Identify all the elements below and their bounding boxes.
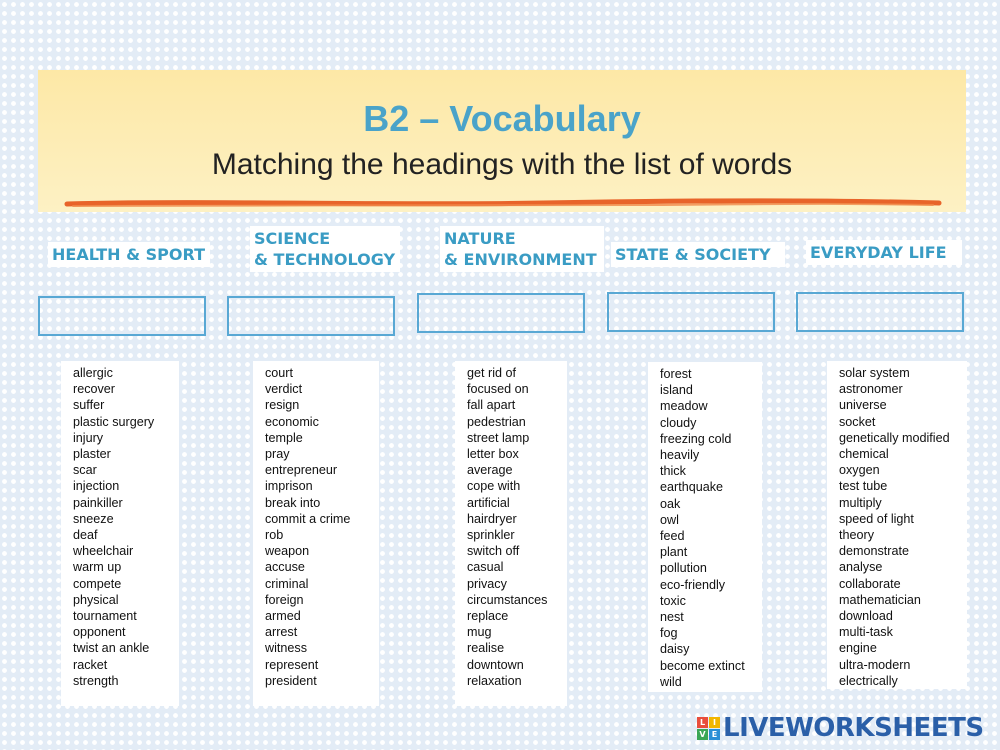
word-item: forest: [660, 367, 692, 381]
word-item: commit a crime: [265, 511, 351, 526]
answer-box-2[interactable]: [227, 296, 395, 336]
word-item: replace: [467, 609, 509, 624]
word-item: armed: [265, 609, 301, 624]
word-item: speed of light: [839, 511, 914, 526]
word-item: downtown: [467, 657, 524, 672]
word-item: street lamp: [467, 430, 530, 445]
word-item: switch off: [467, 544, 520, 559]
word-item: freezing cold: [660, 431, 732, 446]
word-item: injury: [73, 430, 104, 445]
logo-text: LIVEWORKSHEETS: [723, 713, 984, 743]
word-item: sprinkler: [467, 528, 515, 543]
word-item: witness: [265, 641, 307, 656]
word-item: fall apart: [467, 398, 516, 413]
word-item: realise: [467, 641, 505, 656]
word-list-5[interactable]: [827, 361, 967, 689]
word-item: sneeze: [73, 511, 114, 526]
word-item: ultra-modern: [839, 657, 911, 672]
word-item: pedestrian: [467, 414, 526, 429]
word-item: arrest: [265, 625, 298, 640]
word-item: painkiller: [73, 495, 123, 510]
word-item: nest: [660, 610, 684, 625]
word-list-3[interactable]: [455, 361, 567, 706]
word-item: deaf: [73, 528, 98, 543]
word-item: imprison: [265, 479, 313, 494]
word-item: recover: [73, 382, 115, 397]
word-item: focused on: [467, 382, 529, 397]
word-item: eco-friendly: [660, 577, 726, 592]
word-item: download: [839, 609, 893, 624]
word-item: multi-task: [839, 625, 893, 640]
word-item: president: [265, 673, 317, 688]
word-item: strength: [73, 673, 119, 688]
word-item: pray: [265, 447, 290, 462]
word-item: wild: [660, 674, 682, 689]
heading-health-sport: HEALTH & SPORT: [48, 242, 210, 267]
word-item: analyse: [839, 560, 883, 575]
word-item: privacy: [467, 576, 507, 591]
page-title: B2 – Vocabulary: [363, 98, 641, 139]
word-item: hairdryer: [467, 511, 517, 526]
word-item: solar system: [839, 366, 910, 380]
word-item: physical: [73, 592, 119, 607]
word-item: test tube: [839, 479, 888, 494]
word-item: casual: [467, 560, 504, 575]
word-item: relaxation: [467, 673, 522, 688]
word-item: cloudy: [660, 415, 697, 430]
answer-box-3[interactable]: [417, 293, 585, 333]
word-item: engine: [839, 641, 877, 656]
word-item: mug: [467, 625, 492, 640]
word-item: meadow: [660, 399, 708, 414]
word-item: astronomer: [839, 382, 903, 397]
word-list-2[interactable]: [253, 361, 379, 706]
word-item: wheelchair: [73, 544, 134, 559]
word-item: verdict: [265, 382, 303, 397]
word-item: economic: [265, 414, 319, 429]
word-item: represent: [265, 657, 319, 672]
logo-icon: L I V E: [697, 717, 720, 740]
word-item: mathematician: [839, 592, 921, 607]
answer-box-4[interactable]: [607, 292, 775, 332]
word-item: become extinct: [660, 658, 745, 673]
word-item: court: [265, 366, 293, 380]
heading-science-technology: SCIENCE & TECHNOLOGY: [250, 226, 400, 272]
word-item: opponent: [73, 625, 126, 640]
title-banner: [38, 70, 966, 212]
word-item: resign: [265, 398, 300, 413]
word-item: weapon: [265, 544, 310, 559]
word-item: demonstrate: [839, 544, 910, 559]
word-item: compete: [73, 576, 122, 591]
word-item: collaborate: [839, 576, 901, 591]
word-item: accuse: [265, 560, 305, 575]
word-list-4[interactable]: [648, 362, 762, 692]
word-item: universe: [839, 398, 887, 413]
word-item: break into: [265, 495, 321, 510]
word-item: get rid of: [467, 366, 517, 380]
word-item: tournament: [73, 609, 137, 624]
word-item: feed: [660, 529, 685, 544]
word-item: genetically modified: [839, 430, 950, 445]
liveworksheets-logo[interactable]: [697, 712, 984, 744]
word-item: allergic: [73, 366, 113, 380]
word-item: letter box: [467, 447, 519, 462]
heading-state-society: STATE & SOCIETY: [611, 242, 785, 267]
word-item: owl: [660, 512, 679, 527]
word-item: scar: [73, 463, 97, 478]
word-item: criminal: [265, 576, 309, 591]
word-item: foreign: [265, 592, 304, 607]
word-item: injection: [73, 479, 120, 494]
word-item: daisy: [660, 642, 690, 657]
word-item: rob: [265, 528, 284, 543]
heading-everyday-life: EVERYDAY LIFE: [806, 240, 962, 265]
word-item: twist an ankle: [73, 641, 150, 656]
answer-box-1[interactable]: [38, 296, 206, 336]
word-item: electrically: [839, 673, 898, 688]
page-subtitle: Matching the headings with the list of words: [211, 148, 793, 181]
word-item: socket: [839, 414, 876, 429]
word-item: plant: [660, 545, 688, 560]
word-item: plastic surgery: [73, 414, 155, 429]
word-list-1[interactable]: [61, 361, 179, 706]
word-item: warm up: [73, 560, 122, 575]
word-item: fog: [660, 626, 678, 641]
heading-nature-environment: NATURE & ENVIRONMENT: [440, 226, 604, 272]
word-item: multiply: [839, 495, 882, 510]
word-item: theory: [839, 528, 875, 543]
brush-underline: [63, 196, 943, 210]
word-item: earthquake: [660, 480, 724, 495]
answer-box-5[interactable]: [796, 292, 964, 332]
word-item: thick: [660, 464, 686, 479]
word-item: average: [467, 463, 513, 478]
word-item: plaster: [73, 447, 111, 462]
word-item: chemical: [839, 447, 889, 462]
word-item: circumstances: [467, 592, 548, 607]
word-item: pollution: [660, 561, 707, 576]
word-item: oak: [660, 496, 681, 511]
word-item: temple: [265, 430, 303, 445]
word-item: oxygen: [839, 463, 880, 478]
word-item: racket: [73, 657, 108, 672]
word-item: heavily: [660, 448, 700, 463]
word-item: artificial: [467, 495, 510, 510]
word-item: entrepreneur: [265, 463, 338, 478]
word-item: toxic: [660, 593, 686, 608]
word-item: suffer: [73, 398, 105, 413]
word-item: island: [660, 383, 693, 398]
word-item: cope with: [467, 479, 521, 494]
